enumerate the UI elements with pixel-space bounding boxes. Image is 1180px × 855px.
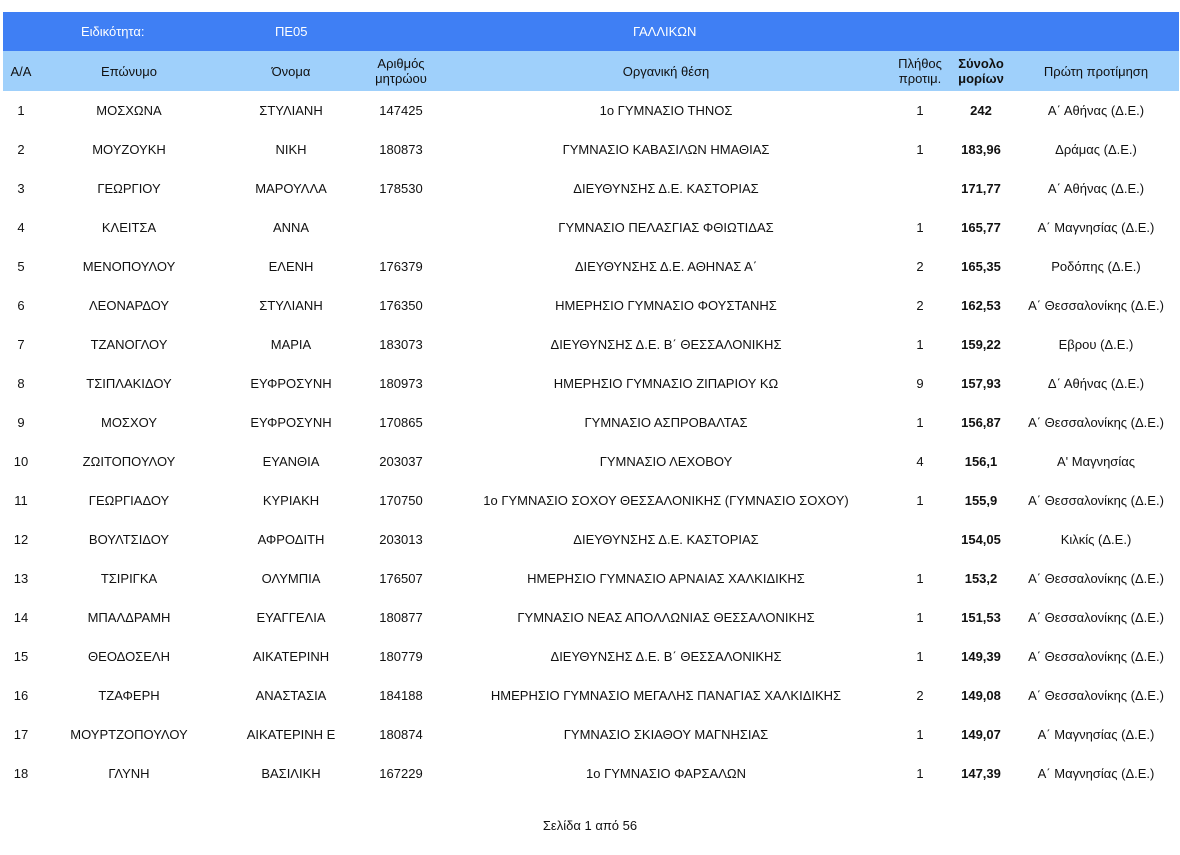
total-points-cell: 162,53 <box>961 298 1001 313</box>
surname-cell: ΖΩΙΤΟΠΟΥΛΟΥ <box>82 454 176 469</box>
total-points-cell: 149,39 <box>961 649 1001 664</box>
registry-number-cell: 170865 <box>379 415 423 430</box>
column-header-band <box>3 51 1179 91</box>
first-preference-cell: Κιλκίς (Δ.Ε.) <box>1060 532 1132 547</box>
first-preference-cell: Α΄ Μαγνησίας (Δ.Ε.) <box>1037 766 1155 781</box>
first-name-cell: ΕΛΕΝΗ <box>268 259 314 274</box>
total-points-cell: 149,07 <box>961 727 1001 742</box>
first-name-cell: ΕΥΑΝΘΙΑ <box>262 454 320 469</box>
preferences-count-cell: 1 <box>916 766 924 781</box>
table-row <box>3 169 1179 208</box>
total-points-cell: 154,05 <box>961 532 1001 547</box>
total-points-cell: 156,1 <box>964 454 998 469</box>
table-row <box>3 754 1179 793</box>
total-points-cell: 156,87 <box>961 415 1001 430</box>
surname-cell: ΤΖΑΦΕΡΗ <box>98 688 160 703</box>
ranking-table <box>3 12 1179 793</box>
organic-position-cell: ΓΥΜΝΑΣΙΟ ΝΕΑΣ ΑΠΟΛΛΩΝΙΑΣ ΘΕΣΣΑΛΟΝΙΚΗΣ <box>517 610 815 625</box>
total-points-cell: 155,9 <box>964 493 998 508</box>
row-number: 10 <box>13 454 29 469</box>
organic-position-cell: ΓΥΜΝΑΣΙΟ ΑΣΠΡΟΒΑΛΤΑΣ <box>584 415 748 430</box>
table-row <box>3 325 1179 364</box>
row-number: 14 <box>13 610 29 625</box>
registry-number-cell: 180874 <box>379 727 423 742</box>
first-name-cell: ΚΥΡΙΑΚΗ <box>262 493 320 508</box>
row-number: 16 <box>13 688 29 703</box>
row-number: 15 <box>13 649 29 664</box>
preferences-count-cell: 1 <box>916 493 924 508</box>
organic-position-cell: ΓΥΜΝΑΣΙΟ ΣΚΙΑΘΟΥ ΜΑΓΝΗΣΙΑΣ <box>563 727 769 742</box>
organic-position-cell: ΔΙΕΥΘΥΝΣΗΣ Δ.Ε. ΑΘΗΝΑΣ Α΄ <box>574 259 758 274</box>
first-preference-cell: Α' Μαγνησίας <box>1056 454 1136 469</box>
preferences-count-cell: 1 <box>916 220 924 235</box>
registry-number-cell: 183073 <box>379 337 423 352</box>
row-number: 11 <box>14 493 28 508</box>
total-points-cell: 157,93 <box>961 376 1001 391</box>
first-name-cell: ΣΤΥΛΙΑΝΗ <box>259 103 323 118</box>
row-number: 1 <box>17 103 25 118</box>
organic-position-cell: ΔΙΕΥΘΥΝΣΗΣ Δ.Ε. Β΄ ΘΕΣΣΑΛΟΝΙΚΗΣ <box>550 337 782 352</box>
specialty-header-band <box>3 12 1179 51</box>
surname-cell: ΚΛΕΙΤΣΑ <box>101 220 157 235</box>
organic-position-cell: 1ο ΓΥΜΝΑΣΙΟ ΤΗΝΟΣ <box>599 103 733 118</box>
total-points-cell: 171,77 <box>961 181 1001 196</box>
registry-number-cell: 180877 <box>379 610 423 625</box>
preferences-count-cell: 1 <box>916 649 924 664</box>
first-preference-cell: Δ΄ Αθήνας (Δ.Ε.) <box>1047 376 1145 391</box>
preferences-count-cell: 4 <box>916 454 924 469</box>
organic-position-cell: ΗΜΕΡΗΣΙΟ ΓΥΜΝΑΣΙΟ ΜΕΓΑΛΗΣ ΠΑΝΑΓΙΑΣ ΧΑΛΚΙΔΙΚΗΣ <box>490 688 842 703</box>
table-row <box>3 91 1179 130</box>
organic-position-cell: ΔΙΕΥΘΥΝΣΗΣ Δ.Ε. ΚΑΣΤΟΡΙΑΣ <box>573 181 759 196</box>
registry-number-cell: 178530 <box>379 181 423 196</box>
table-row <box>3 481 1179 520</box>
total-points-cell: 159,22 <box>961 337 1001 352</box>
first-name-cell: ΒΑΣΙΛΙΚΗ <box>261 766 321 781</box>
registry-number-cell: 180973 <box>379 376 423 391</box>
column-header-name: Όνομα <box>271 63 311 79</box>
preferences-count-cell: 9 <box>916 376 924 391</box>
organic-position-cell: ΓΥΜΝΑΣΙΟ ΛΕΧΟΒΟΥ <box>599 454 733 469</box>
first-name-cell: ΑΙΚΑΤΕΡΙΝΗ Ε <box>246 727 336 742</box>
first-name-cell: ΜΑΡΙΑ <box>270 337 312 352</box>
preferences-count-cell: 1 <box>916 103 924 118</box>
row-number: 17 <box>13 727 29 742</box>
organic-position-cell: ΔΙΕΥΘΥΝΣΗΣ Δ.Ε. Β΄ ΘΕΣΣΑΛΟΝΙΚΗΣ <box>550 649 782 664</box>
registry-number-cell: 203037 <box>379 454 423 469</box>
preferences-count-cell: 1 <box>916 415 924 430</box>
surname-cell: ΜΕΝΟΠΟΥΛΟΥ <box>82 259 176 274</box>
total-points-cell: 149,08 <box>961 688 1001 703</box>
surname-cell: ΤΣΙΡΙΓΚΑ <box>100 571 158 586</box>
first-name-cell: ΑΝΝΑ <box>272 220 310 235</box>
first-preference-cell: Α΄ Θεσσαλονίκης (Δ.Ε.) <box>1028 688 1164 703</box>
organic-position-cell: 1ο ΓΥΜΝΑΣΙΟ ΣΟΧΟΥ ΘΕΣΣΑΛΟΝΙΚΗΣ (ΓΥΜΝΑΣΙΟ ΣΟΧΟΥ) <box>483 493 849 508</box>
page-indicator: Σελίδα 1 από 56 <box>542 818 638 833</box>
organic-position-cell: ΗΜΕΡΗΣΙΟ ΓΥΜΝΑΣΙΟ ΑΡΝΑΙΑΣ ΧΑΛΚΙΔΙΚΗΣ <box>527 571 805 586</box>
first-name-cell: ΕΥΑΓΓΕΛΙΑ <box>256 610 326 625</box>
registry-number-cell: 147425 <box>379 103 423 118</box>
preferences-count-cell: 1 <box>916 571 924 586</box>
surname-cell: ΜΟΣΧΟΥ <box>100 415 157 430</box>
table-row <box>3 676 1179 715</box>
row-number: 8 <box>17 376 25 391</box>
first-name-cell: ΣΤΥΛΙΑΝΗ <box>259 298 323 313</box>
row-number: 2 <box>17 142 25 157</box>
first-name-cell: ΕΥΦΡΟΣΥΝΗ <box>250 376 332 391</box>
surname-cell: ΒΟΥΛΤΣΙΔΟΥ <box>88 532 170 547</box>
first-name-cell: ΝΙΚΗ <box>275 142 307 157</box>
specialty-label: Ειδικότητα: <box>81 24 145 39</box>
registry-number-cell: 170750 <box>379 493 423 508</box>
first-preference-cell: Εβρου (Δ.Ε.) <box>1058 337 1134 352</box>
first-preference-cell: Ροδόπης (Δ.Ε.) <box>1051 259 1141 274</box>
first-preference-cell: Α΄ Θεσσαλονίκης (Δ.Ε.) <box>1028 415 1164 430</box>
first-name-cell: ΑΙΚΑΤΕΡΙΝΗ <box>252 649 330 664</box>
row-number: 9 <box>17 415 25 430</box>
preferences-count-cell: 2 <box>916 298 924 313</box>
specialty-name: ΓΑΛΛΙΚΩΝ <box>633 24 697 39</box>
first-name-cell: ΕΥΦΡΟΣΥΝΗ <box>250 415 332 430</box>
registry-number-cell: 180873 <box>379 142 423 157</box>
table-row <box>3 247 1179 286</box>
total-points-cell: 153,2 <box>964 571 998 586</box>
organic-position-cell: ΔΙΕΥΘΥΝΣΗΣ Δ.Ε. ΚΑΣΤΟΡΙΑΣ <box>573 532 759 547</box>
registry-number-cell: 180779 <box>379 649 423 664</box>
table-row <box>3 715 1179 754</box>
first-name-cell: ΜΑΡΟΥΛΛΑ <box>255 181 327 196</box>
table-row <box>3 286 1179 325</box>
registry-number-cell: 176379 <box>379 259 423 274</box>
preferences-count-cell: 1 <box>916 727 924 742</box>
row-number: 12 <box>13 532 29 547</box>
first-preference-cell: Α΄ Θεσσαλονίκης (Δ.Ε.) <box>1028 649 1164 664</box>
registry-number-cell: 167229 <box>379 766 423 781</box>
specialty-code: ΠΕ05 <box>275 24 308 39</box>
column-header-aa: Α/Α <box>10 63 32 79</box>
first-name-cell: ΑΦΡΟΔΙΤΗ <box>257 532 325 547</box>
preferences-count-cell: 1 <box>916 610 924 625</box>
total-points-cell: 242 <box>970 103 992 118</box>
table-row <box>3 520 1179 559</box>
preferences-count-cell: 1 <box>916 337 924 352</box>
preferences-count-cell: 2 <box>916 688 924 703</box>
surname-cell: ΜΟΥΡΤΖΟΠΟΥΛΟΥ <box>70 727 188 742</box>
surname-cell: ΓΕΩΡΓΙΑΔΟΥ <box>88 493 170 508</box>
table-row <box>3 364 1179 403</box>
first-preference-cell: Α΄ Μαγνησίας (Δ.Ε.) <box>1037 727 1155 742</box>
table-row <box>3 598 1179 637</box>
table-row <box>3 559 1179 598</box>
column-header-organic-position: Οργανική θέση <box>622 63 710 79</box>
table-row <box>3 637 1179 676</box>
column-header-preferences-count: Πλήθος προτιμ. <box>898 56 942 86</box>
row-number: 5 <box>17 259 25 274</box>
surname-cell: ΤΣΙΠΛΑΚΙΔΟΥ <box>86 376 172 391</box>
total-points-cell: 151,53 <box>961 610 1001 625</box>
total-points-cell: 165,35 <box>961 259 1001 274</box>
organic-position-cell: 1ο ΓΥΜΝΑΣΙΟ ΦΑΡΣΑΛΩΝ <box>586 766 746 781</box>
row-number: 7 <box>17 337 25 352</box>
first-preference-cell: Α΄ Μαγνησίας (Δ.Ε.) <box>1037 220 1155 235</box>
first-preference-cell: Δράμας (Δ.Ε.) <box>1055 142 1137 157</box>
surname-cell: ΛΕΟΝΑΡΔΟΥ <box>88 298 169 313</box>
preferences-count-cell: 2 <box>916 259 924 274</box>
organic-position-cell: ΓΥΜΝΑΣΙΟ ΚΑΒΑΣΙΛΩΝ ΗΜΑΘΙΑΣ <box>562 142 770 157</box>
table-row <box>3 208 1179 247</box>
row-number: 18 <box>13 766 29 781</box>
preferences-count-cell: 1 <box>916 142 924 157</box>
table-row <box>3 403 1179 442</box>
registry-number-cell: 184188 <box>379 688 423 703</box>
organic-position-cell: ΗΜΕΡΗΣΙΟ ΓΥΜΝΑΣΙΟ ΦΟΥΣΤΑΝΗΣ <box>555 298 777 313</box>
table-row <box>3 442 1179 481</box>
first-name-cell: ΟΛΥΜΠΙΑ <box>261 571 321 586</box>
first-preference-cell: Α΄ Αθήνας (Δ.Ε.) <box>1047 181 1145 196</box>
row-number: 3 <box>17 181 25 196</box>
column-header-first-preference: Πρώτη προτίμηση <box>1043 63 1149 79</box>
first-preference-cell: Α΄ Αθήνας (Δ.Ε.) <box>1047 103 1145 118</box>
table-body <box>3 91 1179 793</box>
registry-number-cell: 203013 <box>379 532 423 547</box>
surname-cell: ΜΠΑΛΔΡΑΜΗ <box>87 610 171 625</box>
surname-cell: ΓΛΥΝΗ <box>108 766 150 781</box>
first-preference-cell: Α΄ Θεσσαλονίκης (Δ.Ε.) <box>1028 610 1164 625</box>
first-preference-cell: Α΄ Θεσσαλονίκης (Δ.Ε.) <box>1028 298 1164 313</box>
row-number: 6 <box>17 298 25 313</box>
total-points-cell: 183,96 <box>961 142 1001 157</box>
column-header-surname: Επώνυμο <box>101 63 157 79</box>
first-name-cell: ΑΝΑΣΤΑΣΙΑ <box>255 688 327 703</box>
registry-number-cell: 176350 <box>379 298 423 313</box>
total-points-cell: 165,77 <box>961 220 1001 235</box>
organic-position-cell: ΗΜΕΡΗΣΙΟ ΓΥΜΝΑΣΙΟ ΖΙΠΑΡΙΟΥ ΚΩ <box>553 376 779 391</box>
total-points-cell: 147,39 <box>961 766 1001 781</box>
surname-cell: ΘΕΟΔΟΣΕΛΗ <box>88 649 170 664</box>
column-header-total-points: Σύνολο μορίων <box>958 56 1004 86</box>
column-header-registry-number: Αριθμός μητρώου <box>375 56 427 86</box>
first-preference-cell: Α΄ Θεσσαλονίκης (Δ.Ε.) <box>1028 493 1164 508</box>
surname-cell: ΜΟΣΧΩΝΑ <box>96 103 162 118</box>
registry-number-cell: 176507 <box>379 571 423 586</box>
surname-cell: ΓΕΩΡΓΙΟΥ <box>97 181 161 196</box>
row-number: 13 <box>13 571 29 586</box>
surname-cell: ΜΟΥΖΟΥΚΗ <box>92 142 166 157</box>
surname-cell: ΤΖΑΝΟΓΛΟΥ <box>90 337 168 352</box>
table-row <box>3 130 1179 169</box>
organic-position-cell: ΓΥΜΝΑΣΙΟ ΠΕΛΑΣΓΙΑΣ ΦΘΙΩΤΙΔΑΣ <box>558 220 774 235</box>
first-preference-cell: Α΄ Θεσσαλονίκης (Δ.Ε.) <box>1028 571 1164 586</box>
row-number: 4 <box>17 220 25 235</box>
